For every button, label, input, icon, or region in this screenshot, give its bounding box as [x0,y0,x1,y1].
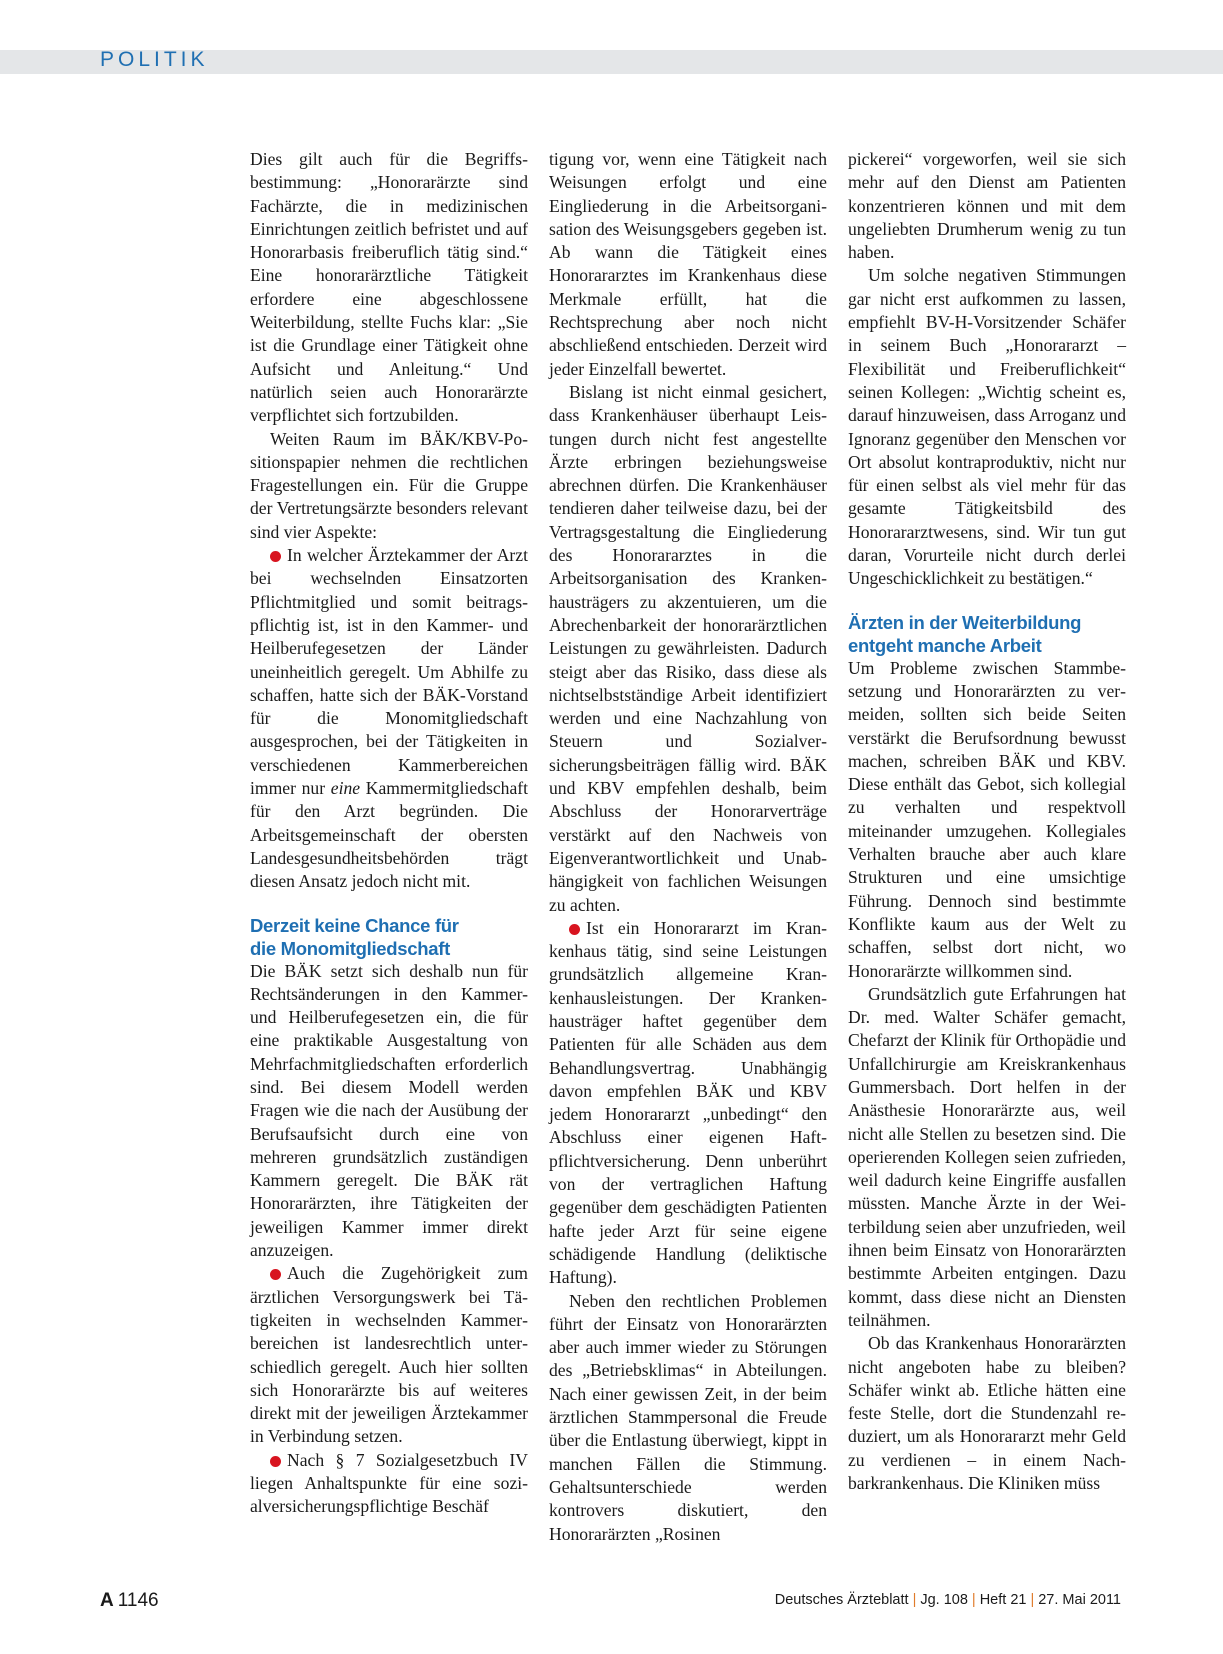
journal-date: 27. Mai 2011 [1038,1592,1121,1608]
bullet-icon [270,1269,281,1280]
paragraph: Um Probleme zwischen Stammbesetzung und Honorarärzten zu vermeiden, sollten sich beide Seiten verstärkt die Berufsordnung bewusst machen, schreiben BÄK und KBV. Diese enthält das Gebot, sich kollegial zu verhalten und respektvoll miteinander umzugehen. Kollegiales Verhalten brauche aber auch klare Strukturen und eine umsichtige Führung. Dennoch sind bestimmte Konflikte kaum aus der Welt zu schaffen, selbst dort nicht, wo Honorarärzte willkommen sind. [848,657,1126,981]
section-title: POLITIK [100,48,209,71]
journal-citation: Deutsches Ärzteblatt | Jg. 108 | Heft 21 | 27. Mai 2011 [774,1592,1121,1608]
subheading: Derzeit keine Chance für die Monomitgliedschaft [250,914,459,959]
paragraph: pickerei“ vorgeworfen, weil sie sich mehr auf den Dienst am Patienten konzentrieren können und mit dem ungeliebten Drumherum wenig zu tun haben. [848,149,1126,263]
article-column-3 [848,148,1126,1495]
bullet-paragraph [549,917,827,1290]
page-number-value: 1146 [117,1590,159,1611]
bullet-text: Auch die Zugehörigkeit zum ärztlichen Versorgungswerk bei Tätigkeiten in wechselnden Kammerbereichen ist landesrechtlich unterschiedlich geregelt. Auch hier sollten sich Honorarärzte bis auf weiteres direkt mit der jeweiligen Ärztekammer in Verbindung setzen. [250,1263,528,1447]
page-number [100,1590,159,1612]
paragraph: Weiten Raum im BÄK/KBV-Positionspapier nehmen die rechtlichen Fragestellungen ein. Für die Gruppe der Vertretungsärzte besonders relevant sind vier Aspekte: [250,428,528,542]
paragraph: Dies gilt auch für die Begriffsbestimmung: „Honorarärzte sind Fachärzte, die in medizinischen Einrichtungen zeitlich befristet und auf Honorarbasis freiberuflich tätig sind.“ Eine honorarärztliche Tätigkeit erfordere eine abgeschlossene Weiterbildung, stellte Fuchs klar: „Sie ist die Grundlage einer Tätigkeit ohne Aufsicht und Anleitung.“ Und natürlich seien auch Honorarärzte verpflichtet sich fortzubilden. [250,149,528,426]
bullet-paragraph [250,1262,528,1448]
bullet-icon [569,924,580,935]
bullet-paragraph [250,544,528,893]
subheading: Ärzten in der Weiterbildung entgeht manche Arbeit [848,611,1082,656]
paragraph: Ob das Krankenhaus Honorarärzten nicht angeboten habe zu bleiben? Schäfer winkt ab. Etliche hätten eine feste Stelle, dort die Stundenzahl reduziert, um als Honorararzt mehr Geld zu verdienen – in einem Nachbarkrankenhaus. Die Kliniken müss [848,1333,1126,1494]
article-column-2 [549,148,827,1546]
paragraph: Um solche negativen Stimmungen gar nicht erst aufkommen zu lassen, empfiehlt BV-H-Vorsitzender Schäfer in seinem Buch „Honorararzt – Flexibilität und Freiberuflichkeit“ seinen Kollegen: „Wichtig scheint es, darauf hinzuweisen, dass Arroganz und Ignoranz gegenüber den Menschen vor Ort absolut kontraproduktiv, nicht nur für einen selbst als viel mehr für das gesamte Tätigkeitsbild des Honorararztwesens, sind. Wir tun gut daran, Vorurteile nicht durch derlei Ungeschicklichkeit zu bestätigen.“ [848,265,1126,589]
bullet-paragraph [250,1449,528,1519]
article-column-1 [250,148,528,1519]
page-prefix: A [100,1590,114,1611]
bullet-icon [270,1456,281,1467]
paragraph: Neben den rechtlichen Problemen führt der Einsatz von Honorarärzten aber auch immer wieder zu Störungen des „Betriebsklimas“ in Abteilungen. Nach einer gewissen Zeit, in der beim ärztlichen Stammpersonal die Freude über die Entlastung überwiegt, kippt in manchen Fällen die Stimmung. Gehaltsunterschiede werden kontrovers diskutiert, den Honorarärzten „Rosinen [549,1290,827,1544]
journal-name: Deutsches Ärzteblatt [774,1592,909,1608]
emphasis-text: eine [330,778,361,799]
bullet-text: Ist ein Honorararzt im Krankenhaus tätig, sind seine Leistungen grundsätzlich allgemeine Krankenhausleistungen. Der Krankenhausträger haftet gegenüber dem Patienten für alle Schäden aus dem Behandlungsvertrag. Unabhängig davon empfehlen BÄK und KBV jedem Honorararzt „unbedingt“ den Abschluss einer eigenen Haftpflichtversicherung. Denn unberührt von der vertraglichen Haftung gegenüber dem geschädigten Patienten hafte jeder Arzt für seine eigene schädigende Handlung (deliktische Haftung). [549,917,827,1288]
journal-volume: Jg. 108 [920,1592,968,1608]
paragraph: Grundsätzlich gute Erfahrungen hat Dr. med. Walter Schäfer gemacht, Chefarzt der Klinik für Orthopädie und Unfallchirurgie am Kreiskrankenhaus Gummersbach. Dort helfen in der Anästhesie Honorarärzte aus, weil nicht alle Stellen zu besetzen sind. Die operierenden Kollegen seien zufrieden, weil dadurch keine Eingriffe ausfallen müssten. Manche Ärzte in der Weiterbildung seien aber unzufrieden, weil ihnen beim Einsatz von Honorarärzten bestimmte Arbeiten entgingen. Dazu kommt, dass diese nicht an Diensten teilnähmen. [848,983,1126,1330]
bullet-text: In welcher Ärztekammer der Arzt bei wechselnden Einsatzorten Pflichtmitglied und somit beitragspflichtig ist, ist in den Kammer- und Heilberufegesetzen der Länder uneinheitlich geregelt. Um Abhilfe zu schaffen, hatte sich der BÄK-Vorstand für die Monomitgliedschaft ausgesprochen, bei der Tätigkeiten in verschiedenen Kammerbereichen immer nur [250,545,528,799]
bullet-text: Nach § 7 Sozialgesetzbuch IV liegen Anhaltspunkte für eine sozialversicherungspflichtige Beschäf [250,1449,528,1517]
bullet-text: Kammermitgliedschaft für den Arzt begründen. Die Arbeitsgemeinschaft der obersten Landesgesundheitsbehörden trägt diesen Ansatz jedoch nicht mit. [250,778,528,892]
paragraph: tigung vor, wenn eine Tätigkeit nach Weisungen erfolgt und eine Eingliederung in die Arbeitsorganisation des Weisungsgebers gegeben ist. Ab wann die Tätigkeit eines Honorararztes im Krankenhaus diese Merkmale erfüllt, hat die Rechtsprechung aber noch nicht abschließend entschieden. Derzeit wird jeder Einzelfall bewertet. [549,149,827,379]
journal-issue: Heft 21 [979,1592,1027,1608]
bullet-icon [270,551,281,562]
paragraph: Die BÄK setzt sich deshalb nun für Rechtsänderungen in den Kammer- und Heilberufegesetzen ein, die für eine praktikable Ausgestaltung von Mehrfachmitgliedschaften erforderlich sind. Bei diesem Modell werden Fragen wie die nach der Ausübung der Berufsaufsicht durch eine von mehreren grundsätzlich zuständigen Kammern geregelt. Die BÄK rät Honorarärzten, ihre Tätigkeiten der jeweiligen Kammer immer direkt anzuzeigen. [250,960,528,1261]
paragraph: Bislang ist nicht einmal gesichert, dass Krankenhäuser überhaupt Leistungen durch nicht fest angestellte Ärzte erbringen beziehungsweise abrechnen dürfen. Die Krankenhäuser tendieren daher teilweise dazu, bei der Vertragsgestaltung die Eingliederung des Honorararztes in die Arbeitsorganisation des Krankenhausträgers zu akzentuieren, um die Abrechenbarkeit der honorarärztlichen Leistungen zu gewährleisten. Dadurch steigt aber das Risiko, dass diese als nichtselbstständige Arbeit identifiziert werden und eine Nachzahlung von Steuern und Sozialversicherungsbeiträgen fällig wird. BÄK und KBV empfehlen deshalb, beim Abschluss der Honorarverträge verstärkt auf den Nachweis von Eigenverantwortlichkeit und Unabhängigkeit von fachlichen Weisungen zu achten. [549,381,827,915]
